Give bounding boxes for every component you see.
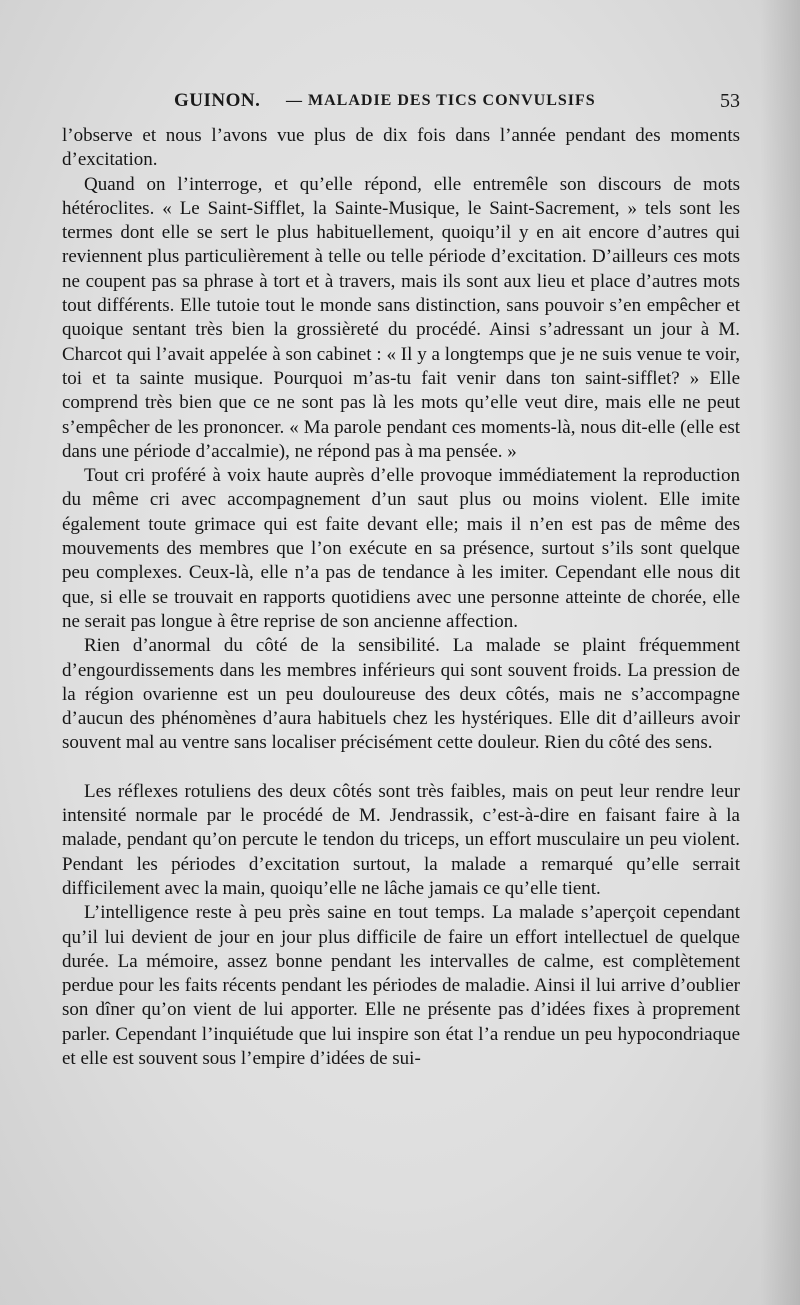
paragraph: l’observe et nous l’avons vue plus de dix fois dans l’année pendant des moments d’excitation. xyxy=(62,125,740,171)
page-edge-shadow xyxy=(760,0,800,1305)
body-text xyxy=(62,124,740,1071)
running-header xyxy=(66,90,740,116)
section-gap xyxy=(62,756,740,780)
header-title: — MALADIE DES TICS CONVULSIFS xyxy=(286,92,596,109)
header-author: GUINON. xyxy=(174,90,261,111)
paragraph: L’intelligence reste à peu près saine en tout temps. La malade s’aperçoit cependant qu’il lui devient de jour en jour plus difficile de faire un effort intellectuel de quelque durée. La mémoire, assez bonne pendant les intervalles de calme, est complètement perdue pour les faits récents pendant les périodes de maladie. Ainsi il lui arrive d’oublier son dîner qu’on vient de lui apporter. Elle ne présente pas d’idées fixes à proprement parler. Cependant l’inquiétude que lui inspire son état l’a rendue un peu hypocondriaque et elle est souvent sous l’empire d’idées de sui- xyxy=(62,902,740,1069)
paragraph: Quand on l’interroge, et qu’elle répond, elle entremêle son discours de mots hétéroclites. « Le Saint-Sifflet, la Sainte-Musique, le Saint-Sacrement, » tels sont les termes dont elle se sert le plus habituellement, quoiqu’il y en ait encore d’autres qui reviennent plus particulièrement à telle ou telle période d’excitation. D’ailleurs ces mots ne coupent pas sa phrase à tort et à travers, mais ils sont aux lieu et place d’autres mots tout différents. Elle tutoie tout le monde sans distinction, sans pouvoir s’en empêcher et quoique sentant très bien la grossièreté du procédé. Ainsi s’adressant un jour à M. Charcot qui l’avait appelée à son cabinet : « Il y a longtemps que je ne suis venue te voir, toi et ta sainte musique. Pourquoi m’as-tu fait venir dans ton saint-sifflet? » Elle comprend très bien que ce ne sont pas là les mots qu’elle veut dire, mais elle ne peut s’empêcher de les prononcer. « Ma parole pendant ces moments-là, nous dit-elle (elle est dans une période d’accalmie), ne répond pas à ma pensée. » xyxy=(62,173,740,462)
page-number: 53 xyxy=(720,90,740,112)
paragraph: Tout cri proféré à voix haute auprès d’elle provoque immédiatement la reproduction du même cri avec accompagnement d’un saut plus ou moins violent. Elle imite également toute grimace qui est faite devant elle; mais il n’en est pas de même des mouvements des membres que l’on exécute en sa présence, surtout s’ils sont quelque peu complexes. Ceux-là, elle n’a pas de tendance à les imiter. Cependant elle nous dit que, si elle se trouvait en rapports quotidiens avec une personne atteinte de chorée, elle ne serait pas longue à être reprise de son ancienne affection. xyxy=(62,465,740,632)
paragraph: Les réflexes rotuliens des deux côtés sont très faibles, mais on peut leur rendre leur intensité normale par le procédé de M. Jendrassik, c’est-à-dire en faisant faire à la malade, pendant qu’on percute le tendon du triceps, un effort musculaire un peu violent. Pendant les périodes d’excitation surtout, la malade a remarqué qu’elle serrait difficilement avec la main, quoiqu’elle ne lâche jamais ce qu’elle tient. xyxy=(62,780,740,899)
paragraph: Rien d’anormal du côté de la sensibilité. La malade se plaint fréquemment d’engourdissements dans les membres inférieurs qui sont souvent froids. La pression de la région ovarienne est un peu douloureuse des deux côtés, mais ne s’accompagne d’aucun des phénomènes d’aura habituels chez les hystériques. Elle dit d’ailleurs avoir souvent mal au ventre sans localiser précisément cette douleur. Rien du côté des sens. xyxy=(62,635,740,754)
